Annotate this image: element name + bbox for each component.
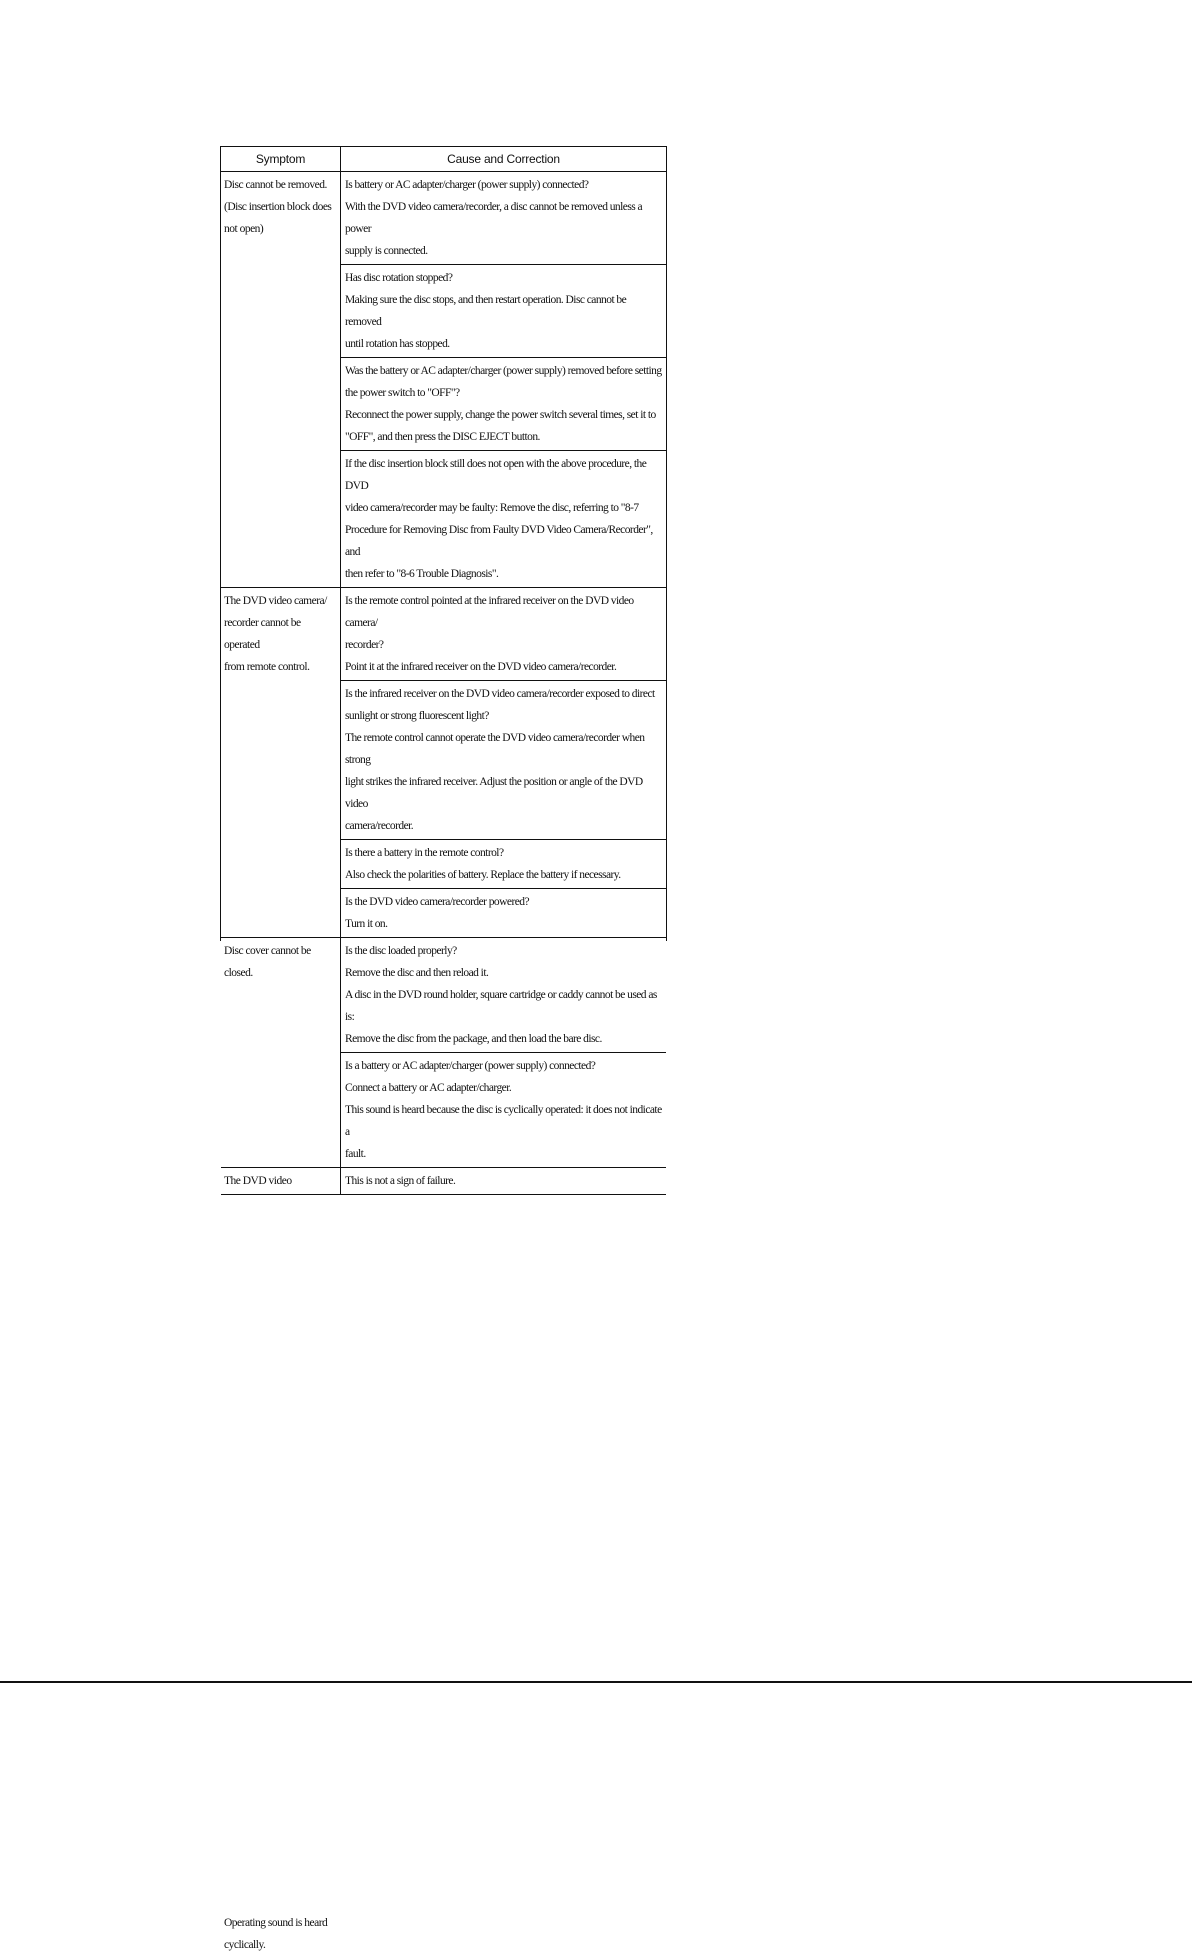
table-row <box>221 1168 666 1195</box>
cause-line: With the DVD video camera/recorder, a disc cannot be removed unless a power <box>345 201 643 235</box>
cause-cell <box>341 265 666 358</box>
page-bottom-rule <box>0 1681 1192 1683</box>
symptom-line: The DVD video camera/ <box>224 595 327 607</box>
cause-line: recorder? <box>345 639 384 651</box>
cause-line: Is battery or AC adapter/charger (power supply) connected? <box>345 179 589 191</box>
cause-cell <box>341 840 666 889</box>
cause-line: This sound is heard because the disc is cyclically operated: it does not indicate a <box>345 1104 662 1138</box>
symptom-cell <box>221 172 341 587</box>
cause-cell <box>341 172 666 265</box>
cause-list <box>341 1168 666 1194</box>
table-body <box>221 172 666 1951</box>
cause-line: video camera/recorder may be faulty: Remove the disc, referring to "8-7 <box>345 502 639 514</box>
cause-cell <box>341 451 666 587</box>
symptom-line: Disc cover cannot be closed. <box>224 945 311 979</box>
symptom-line: The DVD video <box>224 1175 292 1187</box>
header-cause-correction: Cause and Correction <box>447 152 560 166</box>
table-header-row <box>221 147 666 172</box>
cause-line: then refer to "8-6 Trouble Diagnosis". <box>345 568 499 580</box>
cause-line: Is the disc loaded properly? <box>345 945 457 957</box>
cause-line: "OFF", and then press the DISC EJECT button. <box>345 431 540 443</box>
cause-line: sunlight or strong fluorescent light? <box>345 710 489 722</box>
cause-cell <box>341 889 666 937</box>
symptom-line: (Disc insertion block does <box>224 201 332 213</box>
cause-line: light strikes the infrared receiver. Adjust the position or angle of the DVD video <box>345 776 643 810</box>
cause-line: the power switch to "OFF"? <box>345 387 460 399</box>
cause-cell <box>341 1053 666 1167</box>
header-symptom: Symptom <box>221 147 341 171</box>
cause-cell <box>341 358 666 451</box>
cause-line: supply is connected. <box>345 245 428 257</box>
cause-line: Is the DVD video camera/recorder powered? <box>345 896 530 908</box>
cause-line: The remote control cannot operate the DVD video camera/recorder when strong <box>345 732 645 766</box>
cause-line: Remove the disc and then reload it. <box>345 967 489 979</box>
cause-line: Has disc rotation stopped? <box>345 272 453 284</box>
cause-line: Connect a battery or AC adapter/charger. <box>345 1082 512 1094</box>
symptom-cell <box>221 1168 341 1194</box>
cause-line: Is the remote control pointed at the infrared receiver on the DVD video camera/ <box>345 595 634 629</box>
cause-line: Making sure the disc stops, and then restart operation. Disc cannot be removed <box>345 294 627 328</box>
troubleshooting-table <box>220 146 667 1951</box>
cause-line: This is not a sign of failure. <box>345 1175 456 1187</box>
symptom-line: Disc cannot be removed. <box>224 179 327 191</box>
symptom-line: from remote control. <box>224 661 310 673</box>
cause-line: Is the infrared receiver on the DVD video camera/recorder exposed to direct <box>345 688 655 700</box>
cause-line: Was the battery or AC adapter/charger (power supply) removed before setting <box>345 365 662 377</box>
cause-line: Also check the polarities of battery. Replace the battery if necessary. <box>345 869 621 881</box>
symptom-line: recorder cannot be operated <box>224 617 301 651</box>
cause-line: Is there a battery in the remote control? <box>345 847 504 859</box>
cause-list <box>341 172 666 587</box>
cause-line: Reconnect the power supply, change the power switch several times, set it to <box>345 409 656 421</box>
cause-line: A disc in the DVD round holder, square cartridge or caddy cannot be used as is: <box>345 989 657 1023</box>
cause-cell <box>341 1168 666 1194</box>
cause-list <box>341 588 666 937</box>
symptom-extra <box>224 1912 327 1956</box>
cause-line: Turn it on. <box>345 918 388 930</box>
table-row <box>221 172 666 588</box>
cause-line: If the disc insertion block still does not open with the above procedure, the DVD <box>345 458 647 492</box>
cause-line: camera/recorder. <box>345 820 414 832</box>
symptom-cell <box>221 588 341 937</box>
cause-line: until rotation has stopped. <box>345 338 450 350</box>
cause-line: fault. <box>345 1148 366 1160</box>
table-row <box>221 588 666 938</box>
cause-cell <box>341 938 666 1053</box>
cause-cell <box>341 588 666 681</box>
cause-cell <box>341 681 666 840</box>
symptom-line: cyclically. <box>224 1939 266 1951</box>
cause-line: Procedure for Removing Disc from Faulty DVD Video Camera/Recorder", and <box>345 524 653 558</box>
cause-line: Remove the disc from the package, and then load the bare disc. <box>345 1033 602 1045</box>
cause-list <box>341 938 666 1167</box>
symptom-line: not open) <box>224 223 264 235</box>
cause-line: Point it at the infrared receiver on the DVD video camera/recorder. <box>345 661 617 673</box>
symptom-line: Operating sound is heard <box>224 1917 328 1929</box>
cause-line: Is a battery or AC adapter/charger (power supply) connected? <box>345 1060 596 1072</box>
